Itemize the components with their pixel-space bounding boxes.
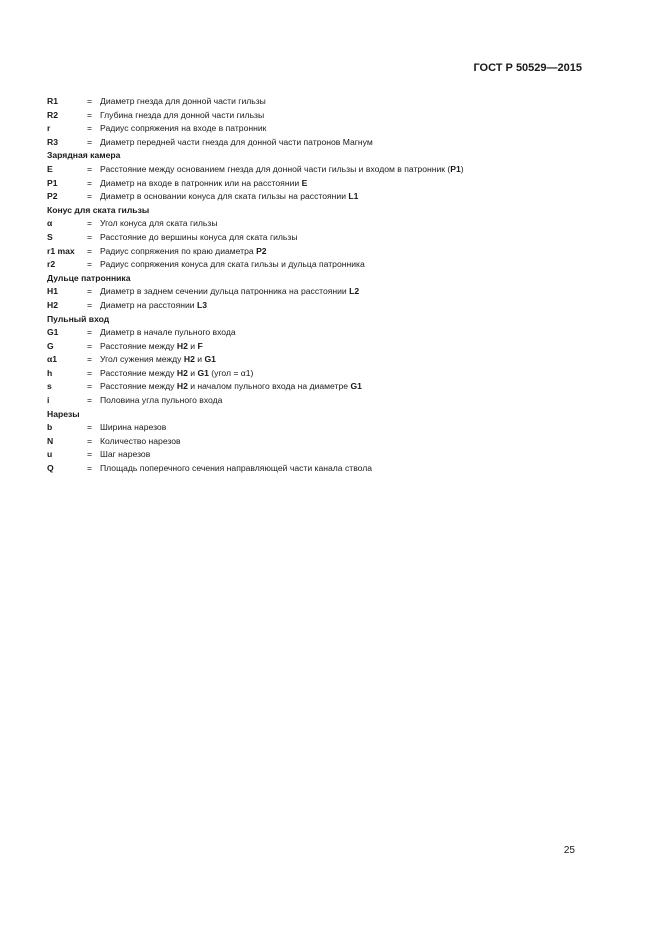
symbol: r1 max xyxy=(47,245,75,256)
definition-row xyxy=(47,394,587,408)
text-segment: Диаметр в начале пульного входа xyxy=(100,327,236,338)
text-segment: Ширина нарезов xyxy=(100,422,167,433)
equals-sign: = xyxy=(87,218,93,229)
definition-row xyxy=(47,109,587,123)
equals-sign: = xyxy=(87,340,93,351)
definition-row xyxy=(47,340,587,354)
equals-sign: = xyxy=(87,259,93,270)
section-heading: Конус для ската гильзы xyxy=(47,204,150,215)
symbol-reference: L3 xyxy=(196,299,208,310)
equals-sign: = xyxy=(87,449,93,460)
symbol: P2 xyxy=(47,191,58,202)
definition-row xyxy=(47,448,587,462)
definition-text xyxy=(100,217,587,231)
symbol-reference: P2 xyxy=(256,245,267,256)
definition-text xyxy=(100,285,587,299)
equals-sign: = xyxy=(87,435,93,446)
equals-sign: = xyxy=(87,163,93,174)
text-segment: Радиус сопряжения конуса для ската гильзы и дульца патронника xyxy=(100,259,365,270)
text-segment: Диаметр передней части гнезда для донной части патронов Магнум xyxy=(100,136,373,147)
text-segment: Глубина гнезда для донной части гильзы xyxy=(100,109,265,120)
symbol-reference: L1 xyxy=(348,191,359,202)
definition-row xyxy=(47,136,587,150)
symbol-reference: G1 xyxy=(350,381,362,392)
text-segment: и началом пульного входа на диаметре xyxy=(187,381,351,392)
equals-sign: = xyxy=(87,109,93,120)
symbol-reference: L2 xyxy=(349,286,360,297)
definition-text xyxy=(100,421,587,435)
definition-row xyxy=(47,380,587,394)
definition-row xyxy=(47,190,587,204)
symbol-reference: H2 xyxy=(183,354,195,365)
definition-text xyxy=(100,462,587,476)
text-segment: Радиус сопряжения по краю диаметра xyxy=(100,245,257,256)
text-segment: и xyxy=(187,340,198,351)
definition-row xyxy=(47,285,587,299)
definition-row xyxy=(47,217,587,231)
equals-sign: = xyxy=(87,177,93,188)
symbol: P1 xyxy=(47,177,58,188)
section-heading: Зарядная камера xyxy=(47,150,121,161)
equals-sign: = xyxy=(87,354,93,365)
text-segment: Половина угла пульного входа xyxy=(100,395,223,406)
page-number: 25 xyxy=(563,845,575,856)
definition-text xyxy=(100,353,587,367)
definition-text xyxy=(100,326,587,340)
section-heading: Нарезы xyxy=(47,408,80,419)
symbol: u xyxy=(47,449,53,460)
definition-row xyxy=(47,353,587,367)
equals-sign: = xyxy=(87,395,93,406)
text-segment: Площадь поперечного сечения направляющей части канала ствола xyxy=(100,463,373,474)
definition-text xyxy=(100,435,587,449)
symbol: E xyxy=(47,163,53,174)
symbol: b xyxy=(47,422,53,433)
text-segment: Угол сужения между xyxy=(100,354,184,365)
equals-sign: = xyxy=(87,123,93,134)
definition-row xyxy=(47,258,587,272)
text-segment: Расстояние между xyxy=(100,340,177,351)
text-segment: Диаметр на входе в патронник или на расстоянии xyxy=(100,177,302,188)
text-segment: (угол = α1) xyxy=(208,367,254,378)
equals-sign: = xyxy=(87,231,93,242)
symbol: Q xyxy=(47,463,54,474)
symbol-reference: H2 xyxy=(176,367,188,378)
equals-sign: = xyxy=(87,381,93,392)
symbol-reference: H2 xyxy=(176,381,188,392)
definition-text xyxy=(100,136,587,150)
definition-row xyxy=(47,421,587,435)
equals-sign: = xyxy=(87,136,93,147)
text-segment: Шаг нарезов xyxy=(100,449,151,460)
text-segment: и xyxy=(194,354,205,365)
symbol: α1 xyxy=(47,354,58,365)
symbol-reference: G1 xyxy=(197,367,209,378)
symbol: R3 xyxy=(47,136,58,147)
definition-row xyxy=(47,231,587,245)
definition-row xyxy=(47,326,587,340)
section-heading: Дульце патронника xyxy=(47,272,131,283)
equals-sign: = xyxy=(87,367,93,378)
definition-row xyxy=(47,367,587,381)
definition-row xyxy=(47,435,587,449)
text-segment: Расстояние между xyxy=(100,381,177,392)
definition-text xyxy=(100,177,587,191)
equals-sign: = xyxy=(87,327,93,338)
symbol-reference: E xyxy=(301,177,308,188)
definition-text xyxy=(100,380,587,394)
symbol-reference: G1 xyxy=(204,354,216,365)
text-segment: Диаметр гнезда для донной части гильзы xyxy=(100,96,266,106)
text-segment: Диаметр в заднем сечении дульца патронника на расстоянии xyxy=(100,286,350,297)
definition-row xyxy=(47,122,587,136)
definition-text xyxy=(100,394,587,408)
text-segment: Расстояние между основанием гнезда для донной части гильзы и входом в патронник ( xyxy=(100,163,451,174)
equals-sign: = xyxy=(87,463,93,474)
text-segment: Радиус сопряжения на входе в патронник xyxy=(100,123,267,134)
symbol-reference: H2 xyxy=(176,340,188,351)
equals-sign: = xyxy=(87,286,93,297)
equals-sign: = xyxy=(87,96,93,106)
symbol-reference: P1 xyxy=(450,163,461,174)
symbol: i xyxy=(47,395,50,406)
definition-row xyxy=(47,462,587,476)
section-heading: Пульный вход xyxy=(47,313,110,324)
definition-text xyxy=(100,163,587,177)
definition-text xyxy=(100,340,587,354)
text-segment: Угол конуса для ската гильзы xyxy=(100,218,218,229)
definition-text xyxy=(100,367,587,381)
symbol-definitions-list xyxy=(47,95,587,476)
equals-sign: = xyxy=(87,422,93,433)
symbol-reference: F xyxy=(197,340,203,351)
definition-text xyxy=(100,109,587,123)
text-segment: Диаметр на расстоянии xyxy=(100,299,197,310)
symbol: r xyxy=(47,123,51,134)
definition-row xyxy=(47,177,587,191)
text-segment: Расстояние между xyxy=(100,367,177,378)
equals-sign: = xyxy=(87,245,93,256)
symbol: s xyxy=(47,381,52,392)
symbol: H2 xyxy=(47,299,58,310)
definition-text xyxy=(100,190,587,204)
symbol: r2 xyxy=(47,259,56,270)
symbol: R1 xyxy=(47,96,58,106)
definition-row xyxy=(47,95,587,109)
equals-sign: = xyxy=(87,191,93,202)
text-segment: Количество нарезов xyxy=(100,435,181,446)
definition-text xyxy=(100,95,587,109)
symbol: H1 xyxy=(47,286,58,297)
definition-row xyxy=(47,163,587,177)
text-segment: Диаметр в основании конуса для ската гильзы на расстоянии xyxy=(100,191,349,202)
definition-row xyxy=(47,245,587,259)
equals-sign: = xyxy=(87,299,93,310)
definition-text xyxy=(100,258,587,272)
symbol: N xyxy=(47,435,54,446)
symbol: G1 xyxy=(47,327,59,338)
text-segment: ) xyxy=(460,163,464,174)
symbol: G xyxy=(47,340,54,351)
document-header: ГОСТ Р 50529—2015 xyxy=(473,62,582,74)
text-segment: и xyxy=(187,367,198,378)
definition-text xyxy=(100,245,587,259)
definition-text xyxy=(100,122,587,136)
symbol: α xyxy=(47,218,53,229)
symbol: h xyxy=(47,367,53,378)
symbol: S xyxy=(47,231,53,242)
text-segment: Расстояние до вершины конуса для ската гильзы xyxy=(100,231,298,242)
definition-text xyxy=(100,231,587,245)
definition-text xyxy=(100,448,587,462)
definition-row xyxy=(47,299,587,313)
symbol: R2 xyxy=(47,109,58,120)
definition-text xyxy=(100,299,587,313)
